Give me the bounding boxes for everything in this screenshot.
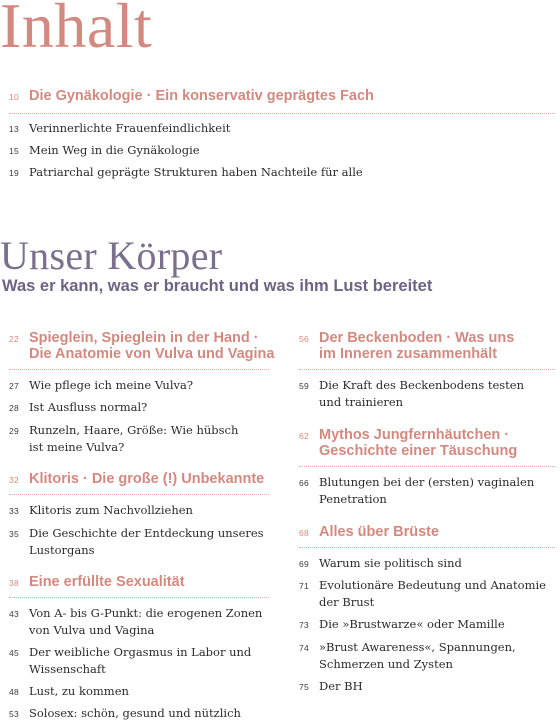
toc-item[interactable] <box>299 616 505 633</box>
item-page-number: 45 <box>9 648 20 658</box>
item-page-number: 53 <box>9 709 20 719</box>
toc-chapter[interactable] <box>299 330 514 362</box>
chapter-title: Die Gynäkologie · Ein konservativ geprägtes Fach <box>29 88 374 104</box>
chapter-page-number: 62 <box>299 431 310 441</box>
item-page-number: 74 <box>299 643 310 653</box>
item-page-number: 27 <box>9 381 20 391</box>
item-title: Von A- bis G-Punkt: die erogenen Zonen von Vulva und Vagina <box>29 606 263 637</box>
toc-item[interactable] <box>9 605 262 639</box>
dotted-divider <box>299 369 555 370</box>
item-page-number: 75 <box>299 682 310 692</box>
dotted-divider <box>9 113 555 114</box>
item-page-number: 43 <box>9 609 20 619</box>
chapter-title: Alles über Brüste <box>319 524 440 540</box>
toc-item[interactable] <box>9 164 363 181</box>
toc-item[interactable] <box>9 377 193 394</box>
chapter-title: Der Beckenboden · Was uns im Inneren zusammenhält <box>319 330 515 362</box>
chapter-title: Mythos Jungfernhäutchen · Geschichte einer Täuschung <box>319 427 518 459</box>
dotted-divider <box>9 369 269 370</box>
item-page-number: 73 <box>299 620 310 630</box>
item-title: Evolutionäre Bedeutung und Anatomie der Brust <box>319 578 546 609</box>
item-title: »Brust Awareness«, Spannungen, Schmerzen und Zysten <box>319 640 516 671</box>
item-page-number: 33 <box>9 506 20 516</box>
toc-item[interactable] <box>299 577 546 611</box>
item-page-number: 13 <box>9 124 20 134</box>
chapter-title: Klitoris · Die große (!) Unbekannte <box>29 471 265 487</box>
item-title: Die Kraft des Beckenbodens testen und trainieren <box>319 378 525 409</box>
part-subtitle: Was er kann, was er braucht und was ihm Lust bereitet <box>2 277 433 295</box>
item-title: Ist Ausfluss normal? <box>29 400 148 414</box>
item-title: Runzeln, Haare, Größe: Wie hübsch ist meine Vulva? <box>29 423 239 454</box>
item-title: Patriarchal geprägte Strukturen haben Nachteile für alle <box>29 165 363 179</box>
dotted-divider <box>9 597 269 598</box>
item-page-number: 69 <box>299 559 310 569</box>
item-page-number: 59 <box>299 381 310 391</box>
chapter-page-number: 32 <box>9 475 20 485</box>
toc-chapter[interactable] <box>9 574 185 590</box>
item-title: Warum sie politisch sind <box>319 556 462 570</box>
item-title: Mein Weg in die Gynäkologie <box>29 143 200 157</box>
toc-item[interactable] <box>9 525 264 559</box>
item-page-number: 71 <box>299 581 310 591</box>
chapter-page-number: 10 <box>9 92 20 102</box>
toc-item[interactable] <box>299 678 363 695</box>
item-title: Verinnerlichte Frauenfeindlichkeit <box>29 121 231 135</box>
dotted-divider <box>299 466 555 467</box>
part-title: Unser Körper <box>0 233 223 278</box>
chapter-page-number: 56 <box>299 334 310 344</box>
item-title: Blutungen bei der (ersten) vaginalen Penetration <box>319 475 535 506</box>
item-page-number: 15 <box>9 146 20 156</box>
item-page-number: 29 <box>9 426 20 436</box>
dotted-divider <box>299 547 555 548</box>
chapter-page-number: 22 <box>9 334 20 344</box>
item-page-number: 35 <box>9 529 20 539</box>
toc-chapter[interactable] <box>9 471 264 487</box>
dotted-divider <box>9 494 269 495</box>
toc-item[interactable] <box>9 399 147 416</box>
toc-item[interactable] <box>9 502 193 519</box>
item-title: Lust, zu kommen <box>29 684 129 698</box>
toc-item[interactable] <box>299 639 516 673</box>
item-page-number: 66 <box>299 478 310 488</box>
chapter-title: Eine erfüllte Sexualität <box>29 574 185 590</box>
item-title: Solosex: schön, gesund und nützlich <box>29 706 241 720</box>
page-title: Inhalt <box>0 0 153 61</box>
chapter-title: Spieglein, Spieglein in der Hand · Die Anatomie von Vulva und Vagina <box>29 330 275 362</box>
item-page-number: 28 <box>9 403 20 413</box>
item-title: Klitoris zum Nachvollziehen <box>29 503 193 517</box>
item-title: Der weibliche Orgasmus in Labor und Wissenschaft <box>29 645 252 676</box>
toc-item[interactable] <box>9 683 129 700</box>
chapter-page-number: 68 <box>299 528 310 538</box>
toc-item[interactable] <box>9 120 230 137</box>
toc-item[interactable] <box>9 422 238 456</box>
toc-item[interactable] <box>299 474 534 508</box>
item-page-number: 48 <box>9 687 20 697</box>
item-page-number: 19 <box>9 168 20 178</box>
toc-item[interactable] <box>299 555 462 572</box>
toc-chapter[interactable] <box>9 88 374 104</box>
toc-item[interactable] <box>9 705 241 720</box>
toc-item[interactable] <box>299 377 524 411</box>
item-title: Der BH <box>319 679 363 693</box>
toc-chapter[interactable] <box>299 427 517 459</box>
toc-item[interactable] <box>9 142 200 159</box>
toc-item[interactable] <box>9 644 251 678</box>
item-title: Die Geschichte der Entdeckung unseres Lustorgans <box>29 526 264 557</box>
chapter-page-number: 38 <box>9 578 20 588</box>
toc-chapter[interactable] <box>299 524 439 540</box>
toc-chapter[interactable] <box>9 330 274 362</box>
item-title: Die »Brustwarze« oder Mamille <box>319 617 505 631</box>
item-title: Wie pflege ich meine Vulva? <box>29 378 194 392</box>
